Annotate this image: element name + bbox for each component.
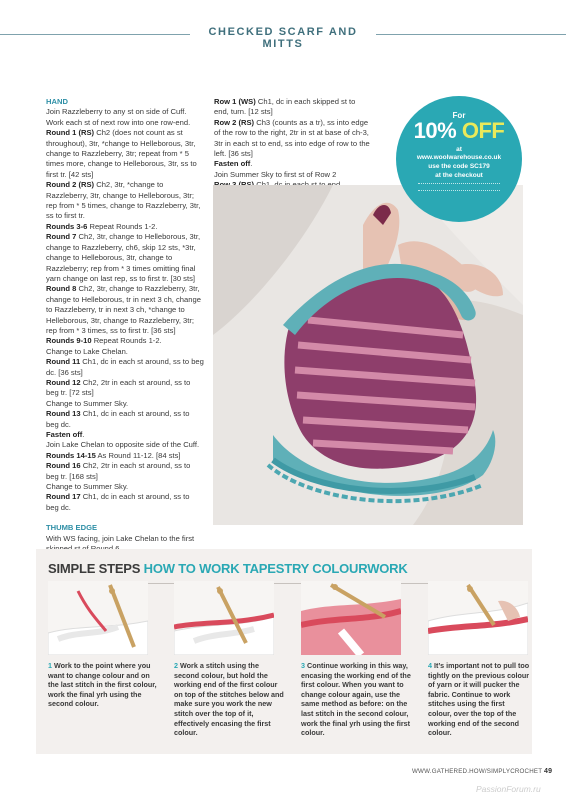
hand-heading: HAND (46, 97, 68, 106)
watermark: PassionForum.ru (476, 784, 541, 794)
page-footer (412, 768, 552, 775)
round-11 (46, 357, 204, 378)
step-number: 2 (174, 661, 178, 670)
round-1 (46, 128, 204, 180)
step-4-illustration (428, 581, 528, 655)
header-rule-left (0, 34, 190, 35)
round-text: Ch2, 3tr, change to Razzleberry, 3tr, change to Helleborous, tr in next 3 ch, change to Razzleberry, tr in next 3 ch, *change to Helleborous, 3tr, change to Razzleberry, 3tr; rep from * 3 times, ss to first tr. [36 sts] (46, 284, 201, 335)
step-description: It’s important not to pull too tightly on the previous colour of yarn or it will pucker the fabric. Continue to work stitches using the first colour, over the top of the working end of the second colour. (428, 661, 530, 738)
round-17 (46, 492, 204, 513)
row-text: Ch3 (counts as a tr), ss into edge of the row to the right, 2tr in st at base of ch-3, 3tr in each st to end, ss into edge of row to the left. [36 sts] (214, 117, 370, 159)
badge-site: www.woolwarehouse.co.uk (416, 154, 502, 161)
fasten-label: Fasten off (46, 430, 83, 439)
round-label: Rounds 3-6 (46, 221, 88, 231)
round-label: Round 11 (46, 357, 81, 367)
round-text: Repeat Rounds 1-2. (87, 221, 158, 231)
step-3-text (301, 661, 411, 738)
footer-url[interactable]: WWW.GATHERED.HOW/SIMPLYCROCHET (412, 768, 543, 775)
step-2-text (174, 661, 284, 738)
round-text: Ch2 (does not count as st throughout), 3tr, *change to Helleborous, 3tr, change to Razzleberry, 3tr; repeat from * 5 times more, change to Helleborous, 3tr, ss to first tr. [42 sts] (46, 128, 197, 179)
round-label: Round 17 (46, 492, 81, 502)
round-text: Repeat Rounds 1-2. (91, 336, 162, 346)
fasten-off: Fasten off. (46, 430, 85, 439)
round-label: Round 13 (46, 409, 81, 419)
badge-off: OFF (461, 118, 505, 143)
round-text: Ch1, dc in each st around, ss to beg dc. (46, 492, 190, 512)
rounds-14-15 (46, 451, 204, 461)
badge-at: at (456, 146, 462, 153)
round-label: Round 16 (46, 461, 81, 471)
change-sky-2: Change to Summer Sky. (46, 482, 129, 492)
round-label: Round 8 (46, 284, 77, 294)
round-text: Ch2, 3tr, *change to Razzleberry, 3tr, change to Helleborous, 3tr; rep from * 5 times, change to Razzleberry, 3tr, ss to first tr. (46, 180, 201, 221)
header-rule-right (376, 34, 566, 35)
hand-intro: Join Razzleberry to any st on side of Cuff. Work each st of next row into one row-end. (46, 107, 191, 127)
step-description: Continue working in this way, encasing the working end of the first colour. When you want to change colour again, use the same method as before: on the last stitch in the second colour, work the final yrh using the first colour. (301, 661, 411, 738)
step-description: Work a stitch using the second colour, but hold the working end of the first colour on top of the stitches below and make sure you work the new stitch over the top of it, effectively encasing the first colour. (174, 661, 284, 738)
badge-code: use the code SC179 (428, 163, 490, 170)
round-8 (46, 284, 204, 336)
round-16 (46, 461, 204, 482)
step-2-photo (174, 581, 274, 655)
round-12 (46, 378, 204, 399)
round-text: As Round 11-12. [84 sts] (95, 450, 181, 460)
row-1 (214, 97, 372, 118)
steps-heading-a: SIMPLE STEPS (48, 561, 141, 576)
round-label: Rounds 9-10 (46, 336, 92, 346)
rounds-3-6 (46, 222, 204, 232)
step-1-photo (48, 581, 148, 655)
round-label: Round 1 (RS) (46, 128, 95, 138)
round-text: Ch1, dc in each st around, ss to beg dc. [36 sts] (46, 357, 204, 377)
step-4-photo (428, 581, 528, 655)
badge-percent (396, 118, 522, 144)
page-title: CHECKED SCARF AND MITTS (208, 26, 358, 50)
row-text: Ch1, dc in each skipped st to end, turn. [12 sts] (214, 97, 356, 117)
round-13 (46, 409, 204, 430)
round-label: Round 12 (46, 377, 81, 387)
row-label: Row 1 (WS) (214, 97, 256, 106)
round-text: Ch2, 2tr in each st around, ss to beg tr. [72 sts] (46, 377, 191, 398)
change-sky: Change to Summer Sky. (46, 398, 129, 408)
round-label: Rounds 14-15 (46, 450, 96, 460)
rounds-9-10 (46, 336, 204, 346)
badge-checkout: at the checkout (435, 172, 483, 179)
discount-badge[interactable] (396, 96, 522, 222)
fasten-off-2: Fasten off. (214, 159, 253, 169)
row-label: Row 2 (RS) (214, 117, 255, 127)
step-number: 1 (48, 661, 52, 670)
simple-steps-panel (36, 549, 532, 754)
round-text: Ch1, dc in each st around, ss to beg dc. (46, 409, 190, 429)
row-2 (214, 118, 372, 160)
badge-fine-print (418, 183, 500, 191)
step-3-photo (301, 581, 401, 655)
step-number: 4 (428, 661, 432, 670)
thumb-text: With WS facing, join Lake Chelan to the first (46, 533, 195, 543)
round-text: Ch2, 3tr, change to Helleborous, 3tr, change to Razzleberry, ch6, skip 12 sts, *3tr, change to Helleborous, 3tr, change to Razzleberry; rep from * 3 times omitting final yarn change on last rep, ss to first tr. [30 sts] (46, 232, 201, 283)
step-1-text (48, 661, 158, 709)
page-header (0, 22, 566, 50)
round-7 (46, 232, 204, 284)
round-text: Ch2, 2tr in each st around, ss to beg tr. [168 sts] (46, 461, 191, 481)
badge-for: For (452, 111, 466, 120)
mitt-illustration (213, 185, 523, 525)
round-label: Round 7 (46, 232, 77, 242)
steps-heading-b: HOW TO WORK TAPESTRY COLOURWORK (143, 561, 408, 576)
badge-percent-value: 10% (413, 118, 457, 143)
step-description: Work to the point where you want to change colour and on the last stitch in the first colour, work the final yrh using the second colour. (48, 661, 157, 709)
join-sky: Join Summer Sky to first st of Row 2 (214, 169, 337, 179)
hand-pattern-column (46, 97, 204, 554)
round-2 (46, 180, 204, 222)
step-1-illustration (48, 581, 148, 655)
step-number: 3 (301, 661, 305, 670)
mitt-photo (213, 185, 523, 525)
change-lake: Change to Lake Chelan. (46, 346, 128, 356)
page-number: 49 (544, 768, 553, 775)
steps-heading (48, 561, 408, 576)
step-3-illustration (301, 581, 401, 655)
step-4-text (428, 661, 530, 738)
step-2-illustration (174, 581, 274, 655)
thumb-heading: THUMB EDGE (46, 523, 98, 533)
join-lake: Join Lake Chelan to opposite side of the Cuff. (46, 440, 200, 450)
fasten-label: Fasten off (214, 159, 251, 169)
round-label: Round 2 (RS) (46, 180, 95, 190)
